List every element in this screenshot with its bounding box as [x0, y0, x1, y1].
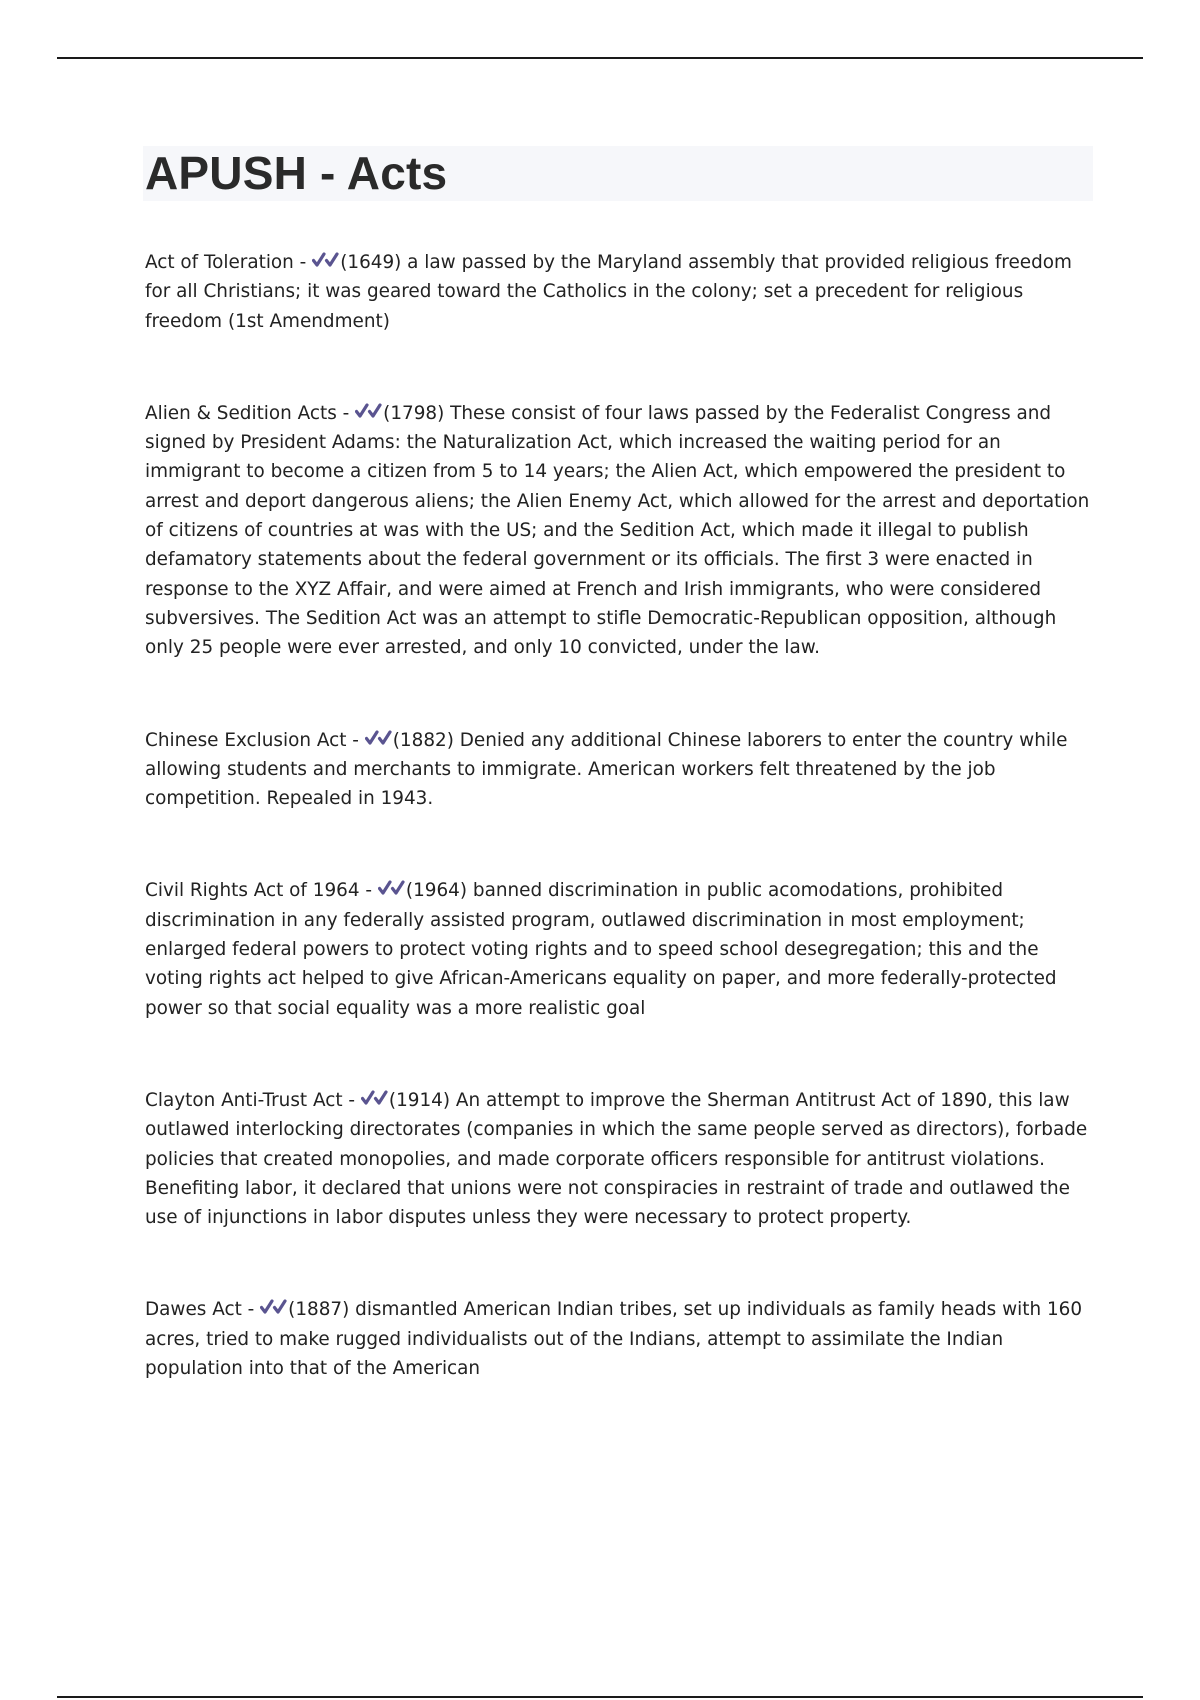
entry-clayton-anti-trust-act — [145, 1086, 1095, 1232]
entry-chinese-exclusion-act — [145, 726, 1095, 814]
entry-alien-sedition-acts — [145, 399, 1095, 663]
entry-definition: (1649) a law passed by the Maryland assembly that provided religious freedom for all Christians; it was geared toward the Catholics in the colony; set a precedent for religious freedom (1st Amendment) — [145, 252, 1072, 332]
entry-dawes-act — [145, 1295, 1095, 1383]
double-check-icon — [365, 727, 393, 749]
double-check-icon — [355, 400, 383, 422]
entry-term: Dawes Act - — [145, 1299, 255, 1321]
double-check-icon — [312, 249, 340, 271]
bottom-divider — [57, 1696, 1143, 1698]
entry-term: Alien & Sedition Acts - — [145, 402, 350, 424]
entry-definition: (1914) An attempt to improve the Sherman Antitrust Act of 1890, this law outlawed interlocking directorates (companies in which the same people served as directors), forbade policies that created monopolies, and made corporate officers responsible for antitrust violations. Benefiting labor, it declared that unions were not conspiracies in restraint of trade and outlawed the use of injunctions in labor disputes unless they were necessary to protect property. — [145, 1089, 1088, 1229]
entry-list — [145, 248, 1095, 1446]
entry-definition: (1964) banned discrimination in public acomodations, prohibited discrimination in any federally assisted program, outlawed discrimination in most employment; enlarged federal powers to protect voting rights and to speed school desegregation; this and the voting rights act helped to give African-Americans equality on paper, and more federally-protected power so that social equality was a more realistic goal — [145, 880, 1057, 1019]
entry-definition: (1882) Denied any additional Chinese laborers to enter the country while allowing students and merchants to immigrate. American workers felt threatened by the job competition. Repealed in 1943. — [145, 729, 1068, 810]
entry-civil-rights-act-1964 — [145, 876, 1095, 1022]
entry-definition: (1798) These consist of four laws passed by the Federalist Congress and signed by President Adams: the Naturalization Act, which increased the waiting period for an immigrant to become a citizen from 5 to 14 years; the Alien Act, which empowered the president to arrest and deport dangerous aliens; the Alien Enemy Act, which allowed for the arrest and deportation of citizens of countries at was with the US; and the Sedition Act, which made it illegal to publish defamatory statements about the federal government or its officials. The first 3 were enacted in response to the XYZ Affair, and were aimed at French and Irish immigrants, who were considered subversives. The Sedition Act was an attempt to stifle Democratic-Republican opposition, although only 25 people were ever arrested, and only 10 convicted, under the law. — [145, 402, 1090, 659]
entry-term: Act of Toleration - — [145, 252, 307, 273]
entry-act-of-toleration — [145, 248, 1095, 336]
double-check-icon — [260, 1296, 288, 1318]
entry-term: Chinese Exclusion Act - — [145, 729, 359, 751]
entry-term: Civil Rights Act of 1964 - — [145, 880, 373, 902]
entry-term: Clayton Anti-Trust Act - — [145, 1089, 356, 1111]
top-divider — [57, 57, 1143, 59]
double-check-icon — [361, 1087, 389, 1109]
page-title: APUSH - Acts — [145, 147, 448, 199]
double-check-icon — [378, 877, 406, 899]
entry-definition: (1887) dismantled American Indian tribes, set up individuals as family heads with 160 acres, tried to make rugged individualists out of the Indians, attempt to assimilate the Indian population into that of the American — [145, 1299, 1083, 1380]
